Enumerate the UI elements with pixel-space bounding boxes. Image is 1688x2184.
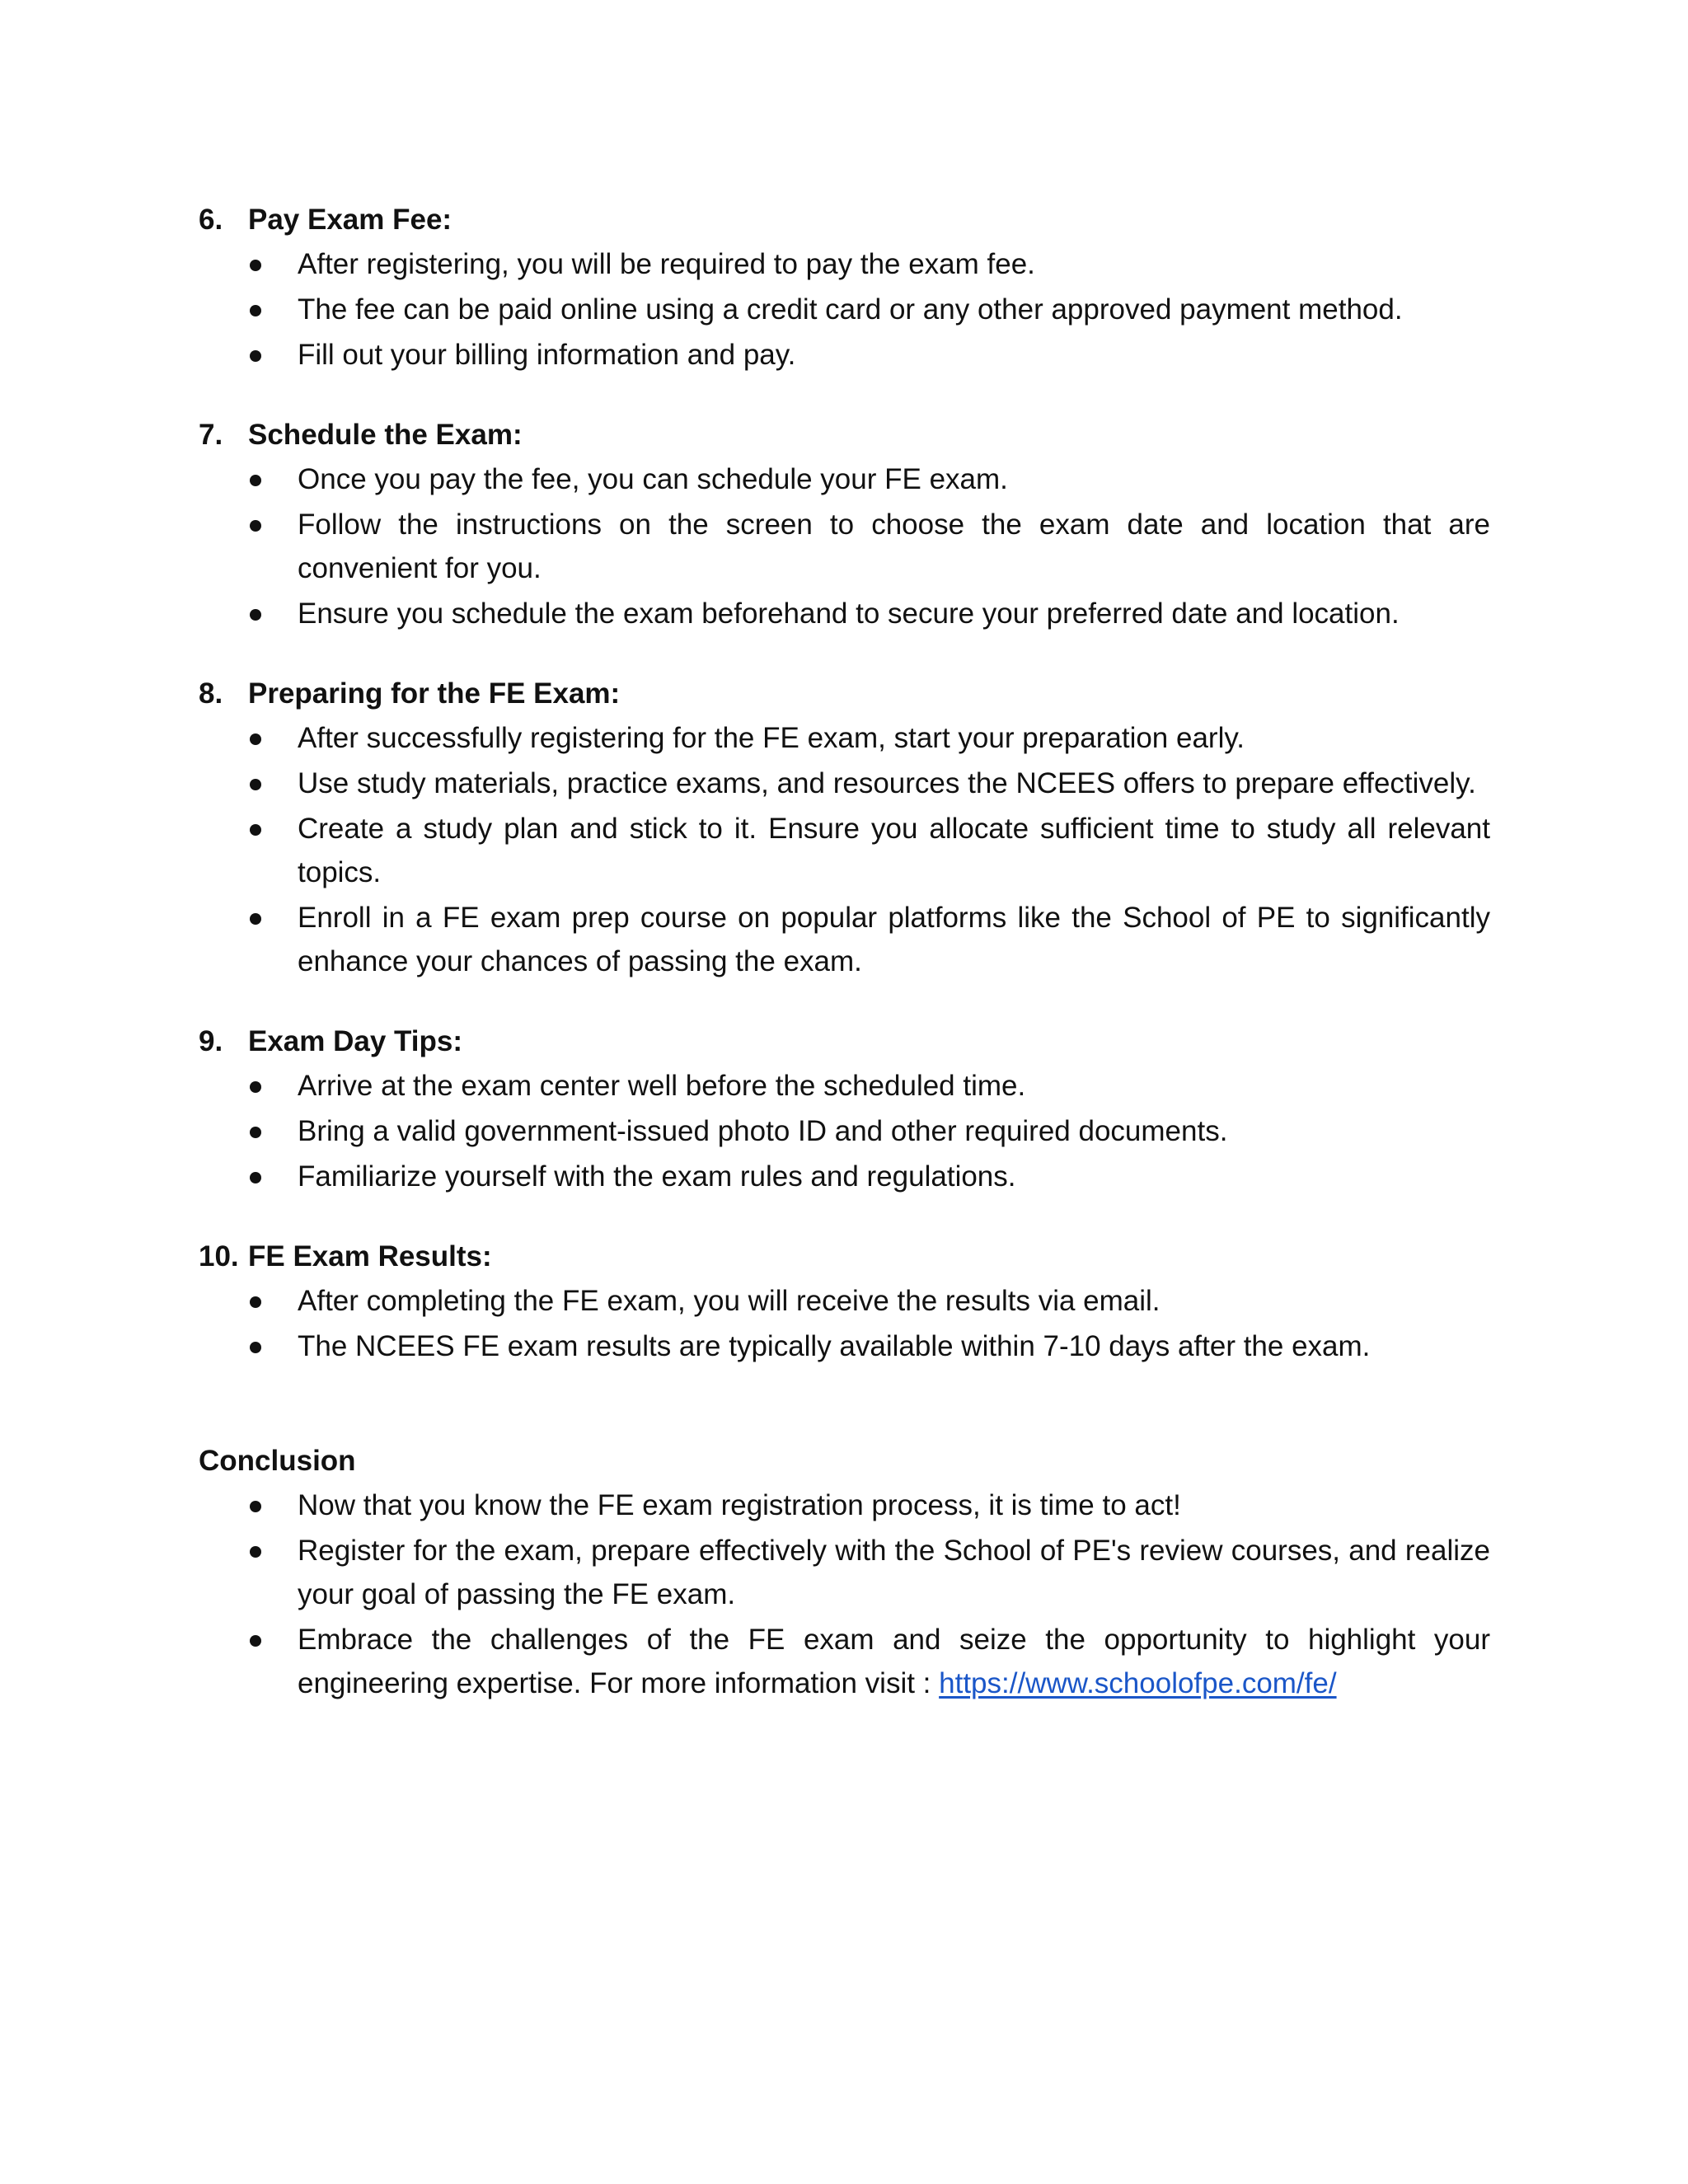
bullet-icon [250, 1081, 261, 1093]
list-item [199, 333, 1490, 377]
section-number: 10. [199, 1240, 239, 1272]
section-heading [199, 413, 1490, 457]
bullet-icon [250, 1501, 261, 1512]
bullet-icon [250, 733, 261, 745]
bullet-icon [250, 913, 261, 925]
list-item [199, 1155, 1490, 1198]
bullet-icon [250, 1546, 261, 1558]
list-item-text [298, 1618, 1490, 1705]
section-heading [199, 1235, 1490, 1279]
list-item [199, 288, 1490, 331]
bullet-icon [250, 520, 261, 532]
list-item [199, 1324, 1490, 1368]
section-heading [199, 1019, 1490, 1064]
list-item [199, 1529, 1490, 1616]
bullet-icon [250, 609, 261, 621]
list-item [199, 592, 1490, 635]
bullet-icon [250, 350, 261, 362]
list-item-text: The fee can be paid online using a credit card or any other approved payment method. [298, 293, 1403, 326]
list-item [199, 457, 1490, 501]
list-item-text: Use study materials, practice exams, and resources the NCEES offers to prepare effectively. [298, 767, 1476, 799]
section-title: FE Exam Results: [248, 1240, 492, 1272]
section-preparing-fe-exam [199, 672, 1490, 983]
section-title: Exam Day Tips: [248, 1025, 463, 1057]
bullet-list [199, 1483, 1490, 1705]
section-exam-day-tips [199, 1019, 1490, 1198]
list-item-text: Familiarize yourself with the exam rules and regulations. [298, 1160, 1016, 1193]
list-item [199, 1109, 1490, 1153]
section-title: Schedule the Exam: [248, 419, 523, 451]
bullet-icon [250, 1342, 261, 1353]
list-item-text: Once you pay the fee, you can schedule your FE exam. [298, 463, 1008, 495]
bullet-list [199, 1279, 1490, 1368]
bullet-list [199, 1064, 1490, 1198]
section-fe-exam-results [199, 1235, 1490, 1368]
bullet-list [199, 242, 1490, 377]
list-item-text: The NCEES FE exam results are typically available within 7-10 days after the exam. [298, 1330, 1371, 1362]
section-heading [199, 672, 1490, 716]
section-heading [199, 198, 1490, 242]
list-item [199, 1483, 1490, 1527]
list-item-text: Bring a valid government-issued photo ID and other required documents. [298, 1115, 1228, 1147]
list-item-text: After completing the FE exam, you will receive the results via email. [298, 1285, 1160, 1317]
list-item [199, 896, 1490, 983]
schoolofpe-link[interactable]: https://www.schoolofpe.com/fe/ [939, 1667, 1337, 1699]
section-schedule-exam [199, 413, 1490, 635]
bullet-icon [250, 475, 261, 486]
list-item [199, 1064, 1490, 1108]
bullet-list [199, 457, 1490, 635]
section-pay-exam-fee [199, 198, 1490, 377]
list-item-text: Enroll in a FE exam prep course on popular platforms like the School of PE to significantly enhance your chances of passing the exam. [298, 902, 1490, 977]
section-number: 6. [199, 204, 223, 236]
list-item [199, 503, 1490, 590]
bullet-icon [250, 824, 261, 836]
bullet-icon [250, 1172, 261, 1183]
section-number: 7. [199, 419, 223, 451]
section-title: Conclusion [199, 1445, 356, 1477]
list-item-text: Arrive at the exam center well before the scheduled time. [298, 1070, 1026, 1102]
list-item [199, 762, 1490, 805]
list-item-text-content: Embrace the challenges of the FE exam and seize the opportunity to highlight your engineering expertise. For more information visit : [298, 1624, 1490, 1699]
list-item-text: Now that you know the FE exam registration process, it is time to act! [298, 1489, 1181, 1521]
list-item-text: Register for the exam, prepare effectively with the School of PE's review courses, and realize your goal of passing the FE exam. [298, 1535, 1490, 1610]
list-item [199, 242, 1490, 286]
list-item [199, 716, 1490, 760]
bullet-icon [250, 1127, 261, 1138]
list-item-text: Ensure you schedule the exam beforehand to secure your preferred date and location. [298, 598, 1400, 630]
section-title: Pay Exam Fee: [248, 204, 452, 236]
bullet-icon [250, 1635, 261, 1647]
section-title: Preparing for the FE Exam: [248, 677, 621, 710]
list-item-text: After registering, you will be required to pay the exam fee. [298, 248, 1035, 280]
list-item [199, 807, 1490, 894]
bullet-icon [250, 260, 261, 271]
bullet-icon [250, 779, 261, 790]
bullet-list [199, 716, 1490, 983]
conclusion-heading [199, 1439, 1490, 1483]
list-item-text: Follow the instructions on the screen to choose the exam date and location that are convenient for you. [298, 509, 1490, 584]
document-content [199, 198, 1490, 1741]
list-item-text: After successfully registering for the FE exam, start your preparation early. [298, 722, 1245, 754]
list-item [199, 1279, 1490, 1323]
list-item-text: Fill out your billing information and pay. [298, 339, 796, 371]
section-number: 9. [199, 1025, 223, 1057]
bullet-icon [250, 1296, 261, 1308]
section-number: 8. [199, 677, 223, 710]
bullet-icon [250, 305, 261, 316]
section-conclusion [199, 1439, 1490, 1705]
list-item-text: Create a study plan and stick to it. Ensure you allocate sufficient time to study all relevant topics. [298, 813, 1490, 888]
list-item [199, 1618, 1490, 1705]
